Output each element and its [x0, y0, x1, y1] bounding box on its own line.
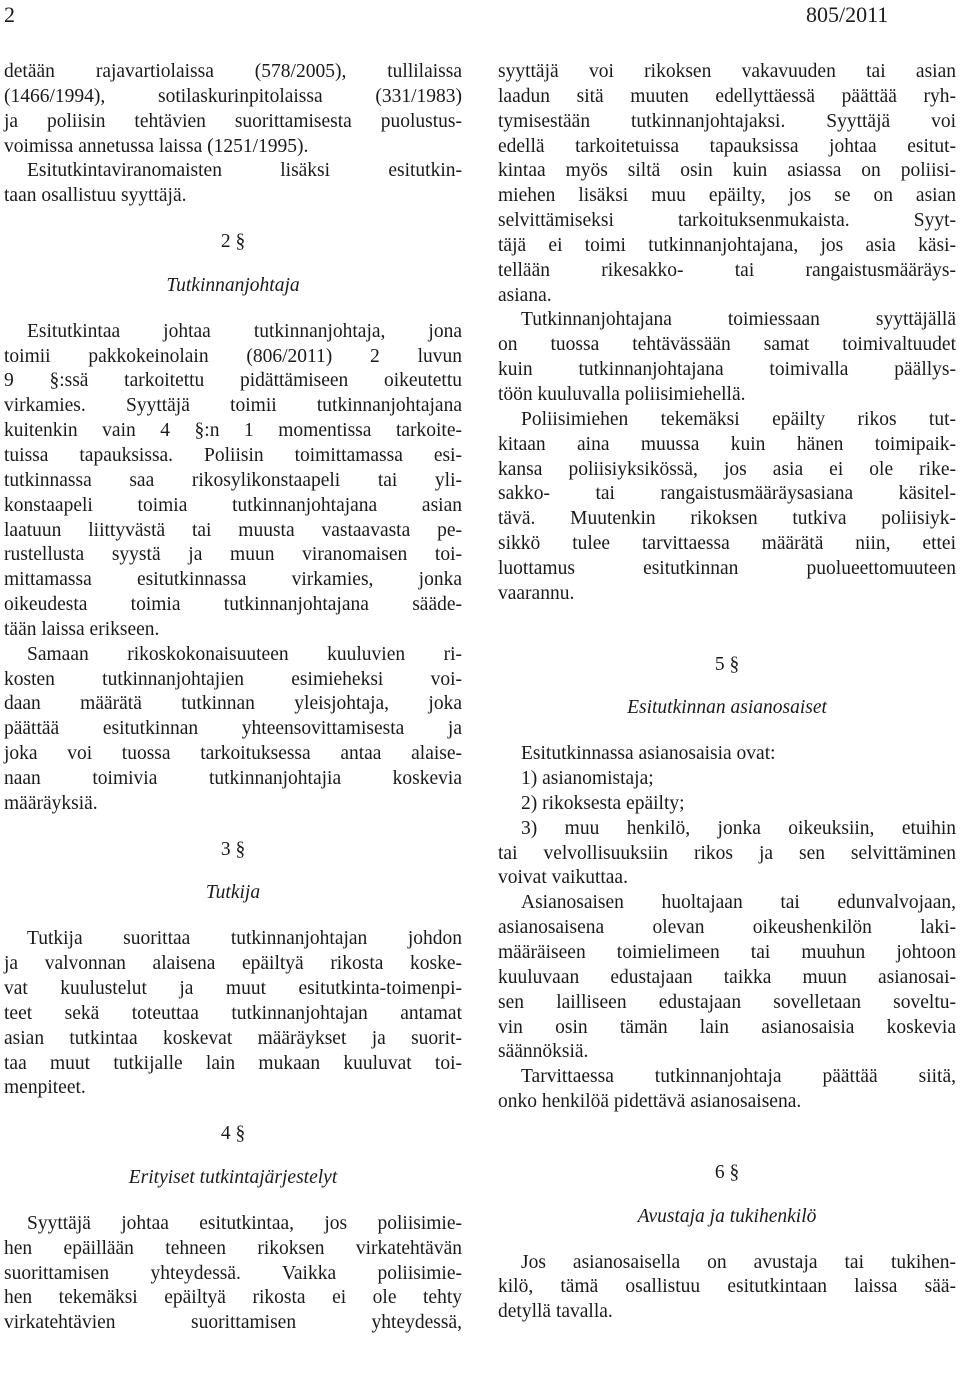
- text-line: luottamus esitutkinnan puolueettomuuteen: [498, 557, 956, 579]
- text-line: suorittamisen yhteydessä. Vaikka poliisimie-: [4, 1262, 462, 1284]
- text-line: rustellusta syystä ja muun viranomaisen toi-: [4, 544, 462, 566]
- text-line: taa muut tutkijalle lain mukaan kuuluvat toi-: [4, 1052, 462, 1074]
- section-heading: Erityiset tutkintajärjestelyt: [128, 1167, 338, 1189]
- text-line: 9 §:ssä tarkoitettu pidättämiseen oikeutettu: [4, 370, 462, 392]
- text-line: kitaan aina muussa kuin hänen toimipaik-: [498, 433, 956, 455]
- text-line: tutkinnassa saa rikosylikonstaapeli tai yli-: [4, 469, 462, 491]
- text-line: määräiseen toimielimeen tai muuhun johtoon: [498, 942, 956, 963]
- right-column: [498, 60, 956, 1325]
- text-line: kilö, tämä osallistuu esitutkintaan laissa sää-: [498, 1276, 956, 1298]
- text-line: vaarannu.: [498, 582, 575, 604]
- text-line: Esitutkintaviranomaisten lisäksi esitutkin-: [27, 160, 462, 182]
- section-number: 6 §: [714, 1161, 740, 1183]
- left-column: [4, 60, 462, 1336]
- text-line: 1) asianomistaja;: [521, 768, 654, 790]
- text-line: (1466/1994), sotilaskurinpitolaissa (331/1983): [4, 85, 462, 107]
- text-line: edellä tarkoitetuissa tapauksissa johtaa esitut-: [498, 135, 956, 157]
- text-line: tään laissa erikseen.: [4, 618, 160, 640]
- text-line: Tutkinnanjohtajana toimiessaan syyttäjällä: [521, 309, 956, 331]
- text-line: asian tutkintaa koskevat määräykset ja suorit-: [4, 1027, 462, 1049]
- text-line: sakko- tai rangaistusmääräysasiana käsitel-: [498, 483, 956, 505]
- text-line: täjä ei toimi tutkinnanjohtajana, jos asia käsi-: [498, 234, 956, 256]
- text-line: kosten tutkinnanjohtajien esimieheksi voi-: [4, 668, 462, 690]
- text-line: Poliisimiehen tekemäksi epäilty rikos tut-: [521, 408, 956, 430]
- text-line: Tutkija suorittaa tutkinnanjohtajan johdon: [27, 928, 462, 950]
- text-line: laatuun liittyvästä tai muusta vastaavasta pe-: [4, 519, 462, 541]
- text-line: vat kuulustelut ja muut esitutkinta-toimenpi-: [4, 978, 462, 999]
- section-number: 5 §: [714, 653, 740, 675]
- section-number: 4 §: [220, 1123, 246, 1145]
- text-line: päättää esitutkinnan yhteensovittamisesta ja: [4, 718, 462, 740]
- text-line: virkamies. Syyttäjä toimii tutkinnanjohtajana: [4, 395, 462, 417]
- section-heading: Esitutkinnan asianosaiset: [627, 697, 827, 719]
- text-line: hen epäillään tehneen rikoksen virkatehtävän: [4, 1237, 462, 1259]
- section-heading: Tutkija: [205, 882, 261, 904]
- text-line: onko henkilöä pidettävä asianosaisena.: [498, 1091, 802, 1113]
- text-line: Esitutkintaa johtaa tutkinnanjohtaja, jona: [27, 320, 462, 342]
- text-line: teet sekä toteuttaa tutkinnanjohtajan antamat: [4, 1002, 462, 1024]
- section-number: 3 §: [220, 838, 246, 860]
- text-line: daan määrätä tutkinnan yleisjohtaja, joka: [4, 693, 462, 715]
- text-line: naan toimivia tutkinnanjohtajia koskevia: [4, 767, 462, 789]
- text-line: taan osallistuu syyttäjä.: [4, 185, 187, 207]
- text-line: syyttäjä voi rikoksen vakavuuden tai asian: [498, 61, 956, 82]
- text-line: kuuluvaan edustajaan taikka muun asianosai-: [498, 966, 956, 988]
- text-line: kuitenkin vain 4 §:n 1 momentissa tarkoite-: [4, 420, 462, 442]
- text-line: miehen lisäksi muu epäilty, jos se on asian: [498, 185, 956, 207]
- text-line: menpiteet.: [4, 1077, 86, 1099]
- text-line: mittamassa esitutkinnassa virkamies, jonka: [4, 569, 462, 591]
- text-line: Samaan rikoskokonaisuuteen kuuluvien ri-: [27, 643, 462, 665]
- text-line: laadun sitä muuten edellyttäessä päättää ryh-: [498, 85, 956, 107]
- text-line: vin osin tämän lain asianosaisia koskevia: [498, 1016, 956, 1038]
- text-line: asianosaisena olevan oikeushenkilön laki-: [498, 917, 956, 939]
- section-heading: Avustaja ja tukihenkilö: [637, 1205, 817, 1227]
- text-line: töön kuuluvalla poliisimiehellä.: [498, 383, 746, 405]
- text-line: kansa poliisiyksikössä, jos asia ei ole rike-: [498, 458, 956, 480]
- text-line: Esitutkinnassa asianosaisia ovat:: [521, 743, 776, 765]
- text-line: virkatehtävien suorittamisen yhteydessä,: [4, 1312, 462, 1334]
- text-line: 3) muu henkilö, jonka oikeuksiin, etuihin: [521, 817, 956, 839]
- text-line: selvittämiseksi tarkoituksenmukaista. Syyt-: [498, 210, 956, 232]
- text-line: määräyksiä.: [4, 792, 98, 814]
- text-line: sikkö tulee tarvittaessa määrätä niin, ettei: [498, 533, 956, 555]
- text-line: Syyttäjä johtaa esitutkintaa, jos poliisimie-: [27, 1212, 462, 1234]
- text-line: kintaa myös siltä osin kuin asiassa on poliisi-: [498, 160, 956, 182]
- page-number: 2: [4, 2, 15, 27]
- text-line: Tarvittaessa tutkinnanjohtaja päättää siitä,: [521, 1066, 956, 1088]
- text-line: ja poliisin tehtävien suorittamisesta puolustus-: [4, 110, 462, 132]
- text-line: säännöksiä.: [498, 1041, 589, 1063]
- text-line: sen lailliseen edustajaan sovelletaan soveltu-: [498, 991, 956, 1013]
- text-line: toimii pakkokeinolain (806/2011) 2 luvun: [4, 345, 462, 367]
- text-line: kuin tutkinnanjohtajana toimivalla päällys-: [498, 359, 956, 381]
- text-line: tävä. Muutenkin rikoksen tutkiva poliisiyk-: [498, 508, 956, 530]
- text-line: voimissa annetussa laissa (1251/1995).: [4, 135, 309, 157]
- text-line: ja valvonnan alaisena epäiltyä rikosta koske-: [4, 953, 462, 975]
- text-line: tellään rikesakko- tai rangaistusmääräys-: [498, 259, 956, 281]
- text-line: asiana.: [498, 284, 552, 306]
- text-line: detään rajavartiolaissa (578/2005), tullilaissa: [4, 61, 462, 82]
- text-line: joka voi tuossa tarkoituksessa antaa alaise-: [4, 743, 462, 765]
- text-line: hen tekemäksi epäiltyä rikosta ei ole tehty: [4, 1287, 462, 1309]
- text-line: tuissa tapauksissa. Poliisin toimittamassa esi-: [4, 444, 462, 466]
- text-line: tymisestään tutkinnanjohtajaksi. Syyttäjä voi: [498, 110, 956, 132]
- text-line: 2) rikoksesta epäilty;: [521, 792, 685, 814]
- section-number: 2 §: [220, 231, 246, 253]
- text-line: konstaapeli toimia tutkinnanjohtajana asian: [4, 494, 462, 516]
- statute-number: 805/2011: [806, 2, 889, 27]
- section-heading: Tutkinnanjohtaja: [166, 274, 300, 296]
- text-line: tai velvollisuuksiin rikos ja sen selvittäminen: [498, 842, 956, 864]
- text-line: voivat vaikuttaa.: [498, 867, 628, 889]
- text-line: Jos asianosaisella on avustaja tai tukihen-: [521, 1251, 956, 1273]
- text-line: detyllä tavalla.: [498, 1301, 613, 1323]
- text-line: on tuossa tehtävässään samat toimivaltuudet: [498, 334, 956, 356]
- text-line: Asianosaisen huoltajaan tai edunvalvojaan,: [521, 892, 956, 914]
- text-line: oikeudesta toimia tutkinnanjohtajana sääde-: [4, 594, 462, 616]
